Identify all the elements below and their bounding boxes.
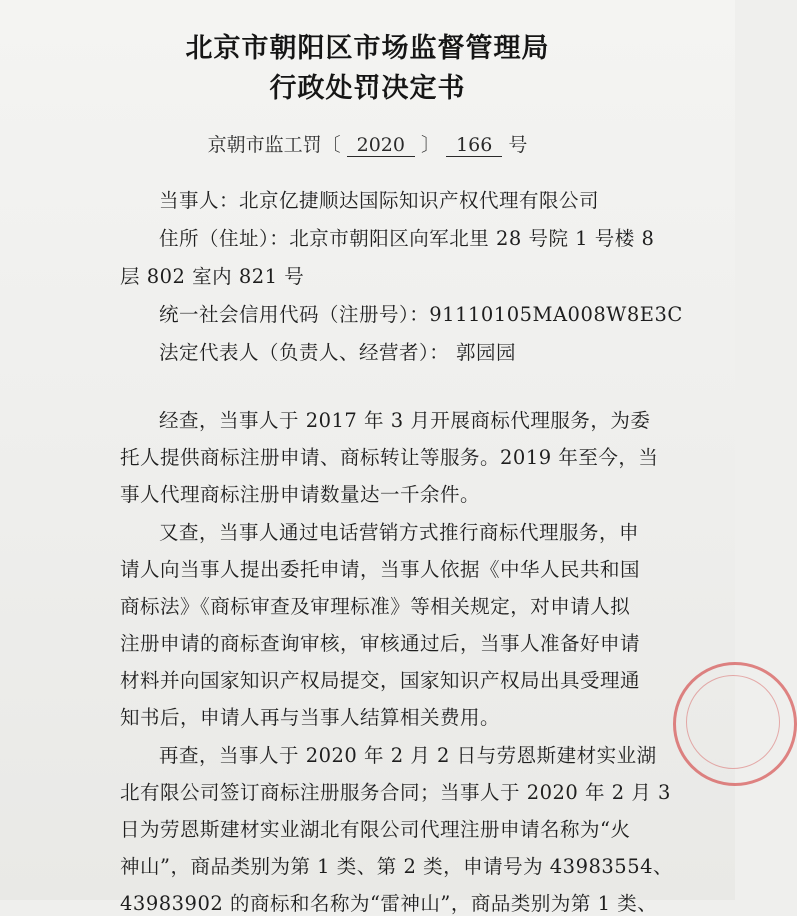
document-type-title: 行政处罚决定书 xyxy=(269,73,466,104)
body-line: 又查，当事人通过电话营销方式推行商标代理服务，申 xyxy=(159,521,640,544)
body-line: 事人代理商标注册申请数量达一千余件。 xyxy=(120,483,481,506)
body-line: 托人提供商标注册申请、商标转让等服务。2019 年至今，当 xyxy=(120,446,659,469)
official-seal-stamp xyxy=(673,662,797,786)
body-line: 经查，当事人于 2017 年 3 月开展商标代理服务，为委 xyxy=(159,409,651,432)
body-line: 神山”，商品类别为第 1 类、第 2 类，申请号为 43983554、 xyxy=(120,855,674,878)
doc-number-mid: 〕 xyxy=(421,134,441,156)
doc-number-suffix: 号 xyxy=(508,134,528,156)
body-line: 再查，当事人于 2020 年 2 月 2 日与劳恩斯建材实业湖 xyxy=(159,744,657,767)
party-representative: 法定代表人（负责人、经营者）： 郭园园 xyxy=(159,341,516,364)
body-line: 日为劳恩斯建材实业湖北有限公司代理注册申请名称为“火 xyxy=(120,818,631,841)
body-line: 知书后，申请人再与当事人结算相关费用。 xyxy=(120,706,501,729)
body-line: 北有限公司签订商标注册服务合同；当事人于 2020 年 2 月 3 xyxy=(120,781,671,804)
party-name: 当事人：北京亿捷顺达国际知识产权代理有限公司 xyxy=(159,189,600,212)
body-line: 43983902 的商标和名称为“雷神山”，商品类别为第 1 类、 xyxy=(120,892,658,915)
party-address-line-1: 住所（住址）：北京市朝阳区向军北里 28 号院 1 号楼 8 xyxy=(159,227,655,250)
party-address-line-2: 层 802 室内 821 号 xyxy=(120,265,305,288)
party-credit-code: 统一社会信用代码（注册号）：91110105MA008W8E3C xyxy=(159,303,683,326)
document-authority: 北京市朝阳区市场监督管理局 xyxy=(185,33,550,64)
doc-number-year: 2020 xyxy=(347,134,415,157)
official-seal-inner-ring xyxy=(686,675,780,769)
body-line: 注册申请的商标查询审核，审核通过后，当事人准备好申请 xyxy=(120,632,641,655)
body-line: 材料并向国家知识产权局提交，国家知识产权局出具受理通 xyxy=(120,669,641,692)
doc-number-serial: 166 xyxy=(446,134,502,157)
doc-number-prefix: 京朝市监工罚〔 xyxy=(207,134,341,156)
document-number xyxy=(0,130,735,157)
body-line: 请人向当事人提出委托申请，当事人依据《中华人民共和国 xyxy=(120,558,641,581)
body-line: 商标法》《商标审查及审理标准》等相关规定，对申请人拟 xyxy=(120,595,631,618)
